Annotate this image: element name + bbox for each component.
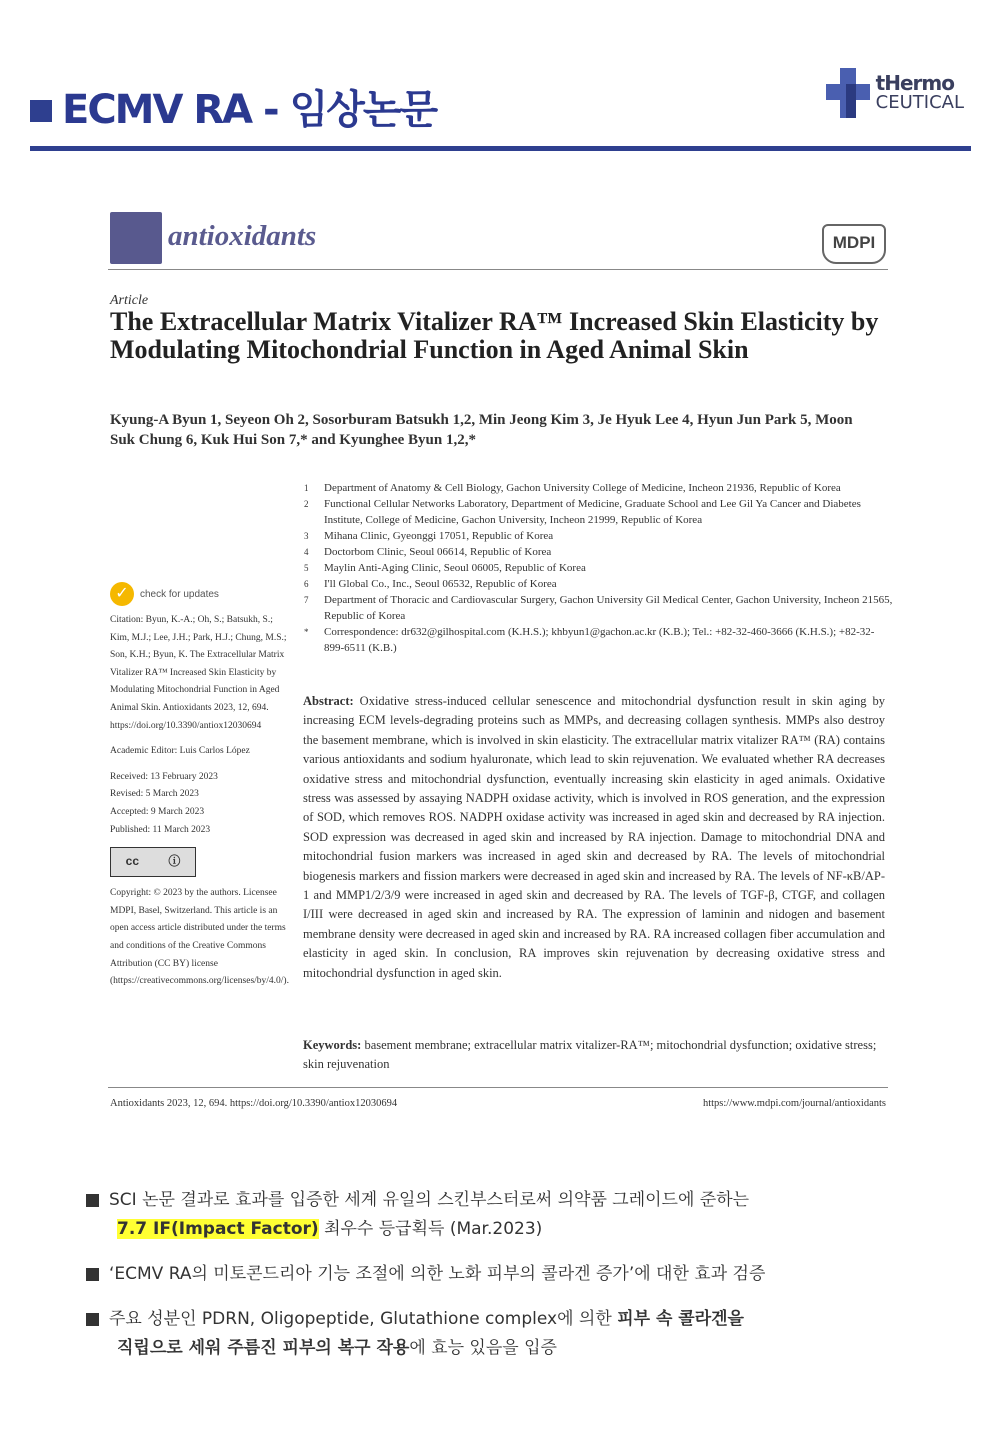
keywords xyxy=(303,1036,885,1074)
copyright: Copyright: © 2023 by the authors. Licensee MDPI, Basel, Switzerland. This article is an open access article distributed under the terms and conditions of the Creative Commons Attribution (CC BY) license (https://creativecommons.org/licenses/by/4.0/). xyxy=(110,888,289,987)
journal-logo-icon xyxy=(110,212,162,264)
bullet-square-icon xyxy=(86,1268,99,1281)
keywords-text: basement membrane; extracellular matrix vitalizer-RA™; mitochondrial dysfunction; oxidative stress; skin rejuvenation xyxy=(303,1038,877,1071)
cross-icon xyxy=(824,66,872,120)
affiliation-item: 7 Department of Thoracic and Cardiovascular Surgery, Gachon University Gil Medical Center, Gachon University, Incheon 21565, Republic of Korea xyxy=(304,594,893,622)
footer-url: https://www.mdpi.com/journal/antioxidants xyxy=(702,1098,886,1109)
thermoceutical-logo xyxy=(824,66,964,120)
paper-title: The Extracellular Matrix Vitalizer RA™ Increased Skin Elasticity by Modulating Mitochondrial Function in Aged Animal Skin xyxy=(110,307,879,364)
affiliation-item: 3 Mihana Clinic, Gyeonggi 17051, Republic of Korea xyxy=(304,530,554,542)
affiliation-item: 4 Doctorbom Clinic, Seoul 06614, Republic of Korea xyxy=(304,546,552,558)
impact-factor-highlight: 7.7 IF(Impact Factor) xyxy=(117,1219,319,1239)
cc-by-license-icon: cc ⓘ xyxy=(110,847,196,877)
journal-header xyxy=(108,210,888,270)
header-rule xyxy=(30,146,971,151)
affiliations xyxy=(304,480,894,656)
check-icon: ✓ xyxy=(110,582,134,606)
abstract-label: Abstract: xyxy=(303,694,354,708)
bullet-item: ‘ECMV RA의 미토콘드리아 기능 조절에 의한 노화 피부의 콜라겐 증가’에 대한 효과 검증 xyxy=(86,1260,906,1289)
bullet-square-icon xyxy=(86,1313,99,1326)
journal-name: antioxidants xyxy=(168,220,317,252)
page-title: ECMV RA - 임상논문 xyxy=(62,87,437,133)
affiliation-item: 5 Maylin Anti-Aging Clinic, Seoul 06005, Republic of Korea xyxy=(304,562,586,574)
academic-editor: Academic Editor: Luis Carlos López xyxy=(110,746,250,757)
logo-line1: tHermo xyxy=(875,71,954,95)
affiliation-item: * Correspondence: dr632@gilhospital.com (K.H.S.); khbyun1@gachon.ac.kr (K.B.); Tel.: +82-32-460-3666 (K.H.S.); +82-32-899-6511 (K.B.) xyxy=(304,626,875,654)
mdpi-logo: MDPI xyxy=(822,224,886,264)
article-type: Article xyxy=(110,293,149,308)
check-for-updates-button[interactable]: ✓ check for updates xyxy=(110,582,288,606)
affiliation-item: 2 Functional Cellular Networks Laboratory, Department of Medicine, Graduate School and Lee Gil Ya Cancer and Diabetes Institute, College of Medicine, Gachon University, Incheon 21999, Republic of Korea xyxy=(304,498,861,526)
bullet-item: SCI 논문 결과로 효과를 입증한 세계 유일의 스킨부스터로써 의약품 그레이드에 준하는 7.7 IF(Impact Factor) 최우수 등급획득 (Mar.2023) xyxy=(86,1186,906,1244)
author-list: Kyung-A Byun 1, Seyeon Oh 2, Sosorburam Batsukh 1,2, Min Jeong Kim 3, Je Hyuk Lee 4, Hyun Jun Park 5, Moon Suk Chung 6, Kuk Hui Son 7,* and Kyunghee Byun 1,2,* xyxy=(110,412,853,448)
journal-rule xyxy=(108,269,888,270)
header-square-icon xyxy=(30,100,52,122)
bullet-square-icon xyxy=(86,1194,99,1207)
side-column xyxy=(110,582,288,991)
summary-bullets xyxy=(86,1186,906,1379)
keywords-label: Keywords: xyxy=(303,1038,362,1052)
accepted-date: Accepted: 9 March 2023 xyxy=(110,806,205,817)
footer-rule xyxy=(108,1087,888,1088)
footer-doi: Antioxidants 2023, 12, 694. https://doi.org/10.3390/antiox12030694 xyxy=(110,1098,398,1109)
citation: Citation: Byun, K.-A.; Oh, S.; Batsukh, S.; Kim, M.J.; Lee, J.H.; Park, H.J.; Chung, M.S.; Son, K.H.; Byun, K. The Extracellular Matrix Vitalizer RA™ Increased Skin Elasticity by Modulating Mitochondrial Function in Aged Animal Skin. Antioxidants 2023, 12, 694. https://doi.org/10.3390/antiox12030694 xyxy=(110,615,287,731)
affiliation-item: 1 Department of Anatomy & Cell Biology, Gachon University College of Medicine, Incheon 21936, Republic of Korea xyxy=(304,482,841,494)
logo-line2: CEUTICAL xyxy=(875,92,964,113)
revised-date: Revised: 5 March 2023 xyxy=(110,789,199,800)
abstract-text: Oxidative stress-induced cellular senescence and mitochondrial dysfunction result in skin aging by increasing ECM levels-degrading proteins such as MMPs, and decreasing collagen synthesis. MMPs also destroy the basement membrane, which is involved in skin elasticity. The extracellular matrix vitalizer RA™ (RA) contains various antioxidants and sodium hyaluronate, which lead to skin rejuvenation. We evaluated whether RA decreases oxidative stress and mitochondrial dysfunction, eventually increasing skin elasticity in aged animals. Oxidative stress was assessed by assaying NADPH oxidase activity, which is involved in ROS generation, and the expression of SOD, which removes ROS. NADPH oxidase activity was increased in aged skin and decreased by RA injection. SOD expression was decreased in aged skin and increased by RA injection. Damage to mitochondrial DNA and mitochondrial fusion markers was increased in aged skin and decreased by RA. The levels of mitochondrial biogenesis markers and fission markers were decreased in aged skin and increased by RA. The levels of NF-κB/AP-1 and MMP1/2/3/9 were increased in aged skin and decreased by RA. The levels of TGF-β, CTGF, and collagen I/III were decreased in aged skin and increased by RA. The expression of laminin and nidogen and basement membrane density were decreased in aged skin and increased by RA. RA increased collagen fiber accumulation and elasticity in aged skin. In conclusion, RA improves skin rejuvenation by decreasing oxidative stress and mitochondrial dysfunction in aged skin. xyxy=(303,694,886,980)
affiliation-item: 6 I'll Global Co., Inc., Seoul 06532, Republic of Korea xyxy=(304,578,557,590)
page-header xyxy=(30,78,436,135)
received-date: Received: 13 February 2023 xyxy=(110,771,218,782)
published-date: Published: 11 March 2023 xyxy=(110,824,211,835)
bullet-item: 주요 성분인 PDRN, Oligopeptide, Glutathione complex에 의한 피부 속 콜라겐을 직립으로 세워 주름진 피부의 복구 작용에 효능 있음을 입증 xyxy=(86,1305,906,1363)
abstract xyxy=(303,692,885,983)
